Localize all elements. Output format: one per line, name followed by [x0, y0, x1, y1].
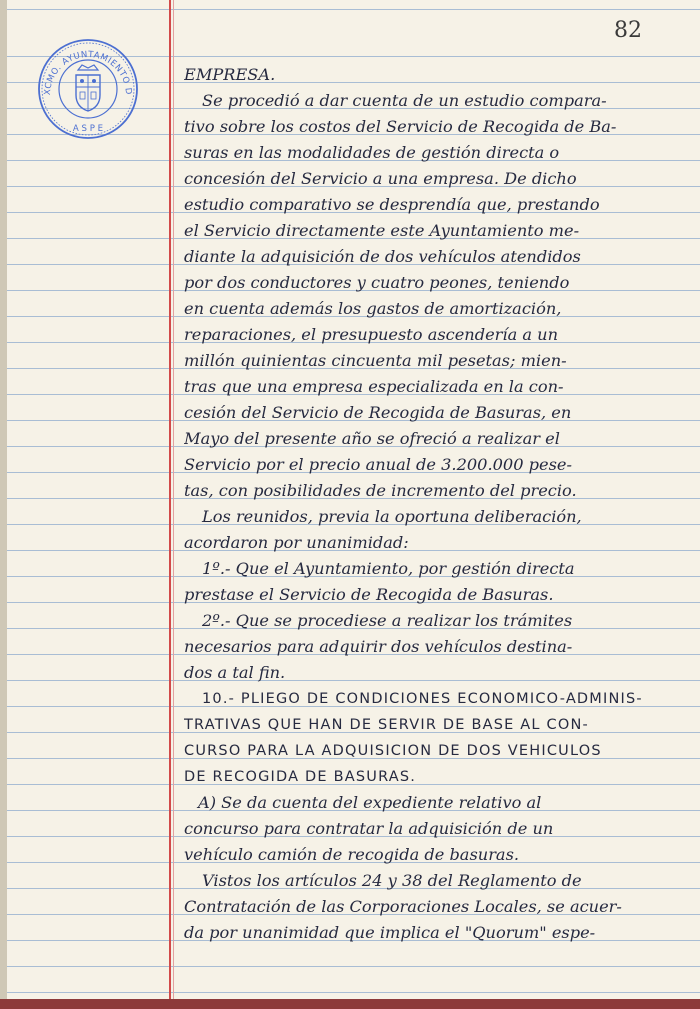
margin-rule [169, 0, 171, 1009]
section-heading-line: DE RECOGIDA DE BASURAS. [184, 769, 417, 785]
text-line: suras en las modalidades de gestión directa o [184, 143, 560, 162]
text-line: prestase el Servicio de Recogida de Basuras. [184, 585, 554, 604]
text-line: tivo sobre los costos del Servicio de Recogida de Ba- [184, 117, 617, 136]
text-line: 2º.- Que se procediese a realizar los trámites [202, 611, 573, 630]
minutes-text [184, 62, 674, 946]
text-line: reparaciones, el presupuesto ascendería a un [184, 325, 559, 344]
text-line: cesión del Servicio de Recogida de Basuras, en [184, 403, 572, 422]
binding-edge [0, 999, 700, 1009]
text-line: concurso para contratar la adquisición de un [184, 819, 554, 838]
section-heading-line: TRATIVAS QUE HAN DE SERVIR DE BASE AL CON- [184, 717, 589, 733]
text-line: tras que una empresa especializada en la con- [184, 377, 564, 396]
text-line: en cuenta además los gastos de amortización, [184, 299, 562, 318]
text-line: A) Se da cuenta del expediente relativo al [198, 793, 542, 812]
text-line: por dos conductores y cuatro peones, teniendo [184, 273, 570, 292]
page-number: 82 [614, 18, 642, 43]
text-line: el Servicio directamente este Ayuntamiento me- [184, 221, 580, 240]
text-line: Vistos los artículos 24 y 38 del Reglamento de [202, 871, 582, 890]
text-line: necesarios para adquirir dos vehículos destina- [184, 637, 573, 656]
text-line: da por unanimidad que implica el "Quorum" espe- [184, 923, 596, 942]
text-line: Servicio por el precio anual de 3.200.000 pese- [184, 455, 572, 474]
section-heading-line: 10.- PLIEGO DE CONDICIONES ECONOMICO-ADMINIS- [202, 691, 643, 707]
seal-ring-text: XCMO. AYUNTAMIENTO D [42, 49, 134, 96]
text-line: tas, con posibilidades de incremento del precio. [184, 481, 577, 500]
text-line: Se procedió a dar cuenta de un estudio compara- [202, 91, 607, 110]
text-line: Mayo del presente año se ofreció a realizar el [184, 429, 560, 448]
text-line: diante la adquisición de dos vehículos atendidos [184, 247, 581, 266]
seal-icon [36, 37, 140, 141]
seal-bottom-text: A S P E [72, 124, 104, 134]
text-line: acordaron por unanimidad: [184, 533, 409, 552]
text-line: concesión del Servicio a una empresa. De dicho [184, 169, 577, 188]
margin-rule-secondary [173, 0, 174, 1009]
text-line: dos a tal fin. [184, 663, 286, 682]
text-line: estudio comparativo se desprendía que, prestando [184, 195, 600, 214]
text-line: 1º.- Que el Ayuntamiento, por gestión directa [202, 559, 575, 578]
text-line: EMPRESA. [184, 65, 276, 84]
text-line: Los reunidos, previa la oportuna deliberación, [202, 507, 582, 526]
municipal-seal-stamp [36, 37, 140, 141]
text-line: vehículo camión de recogida de basuras. [184, 845, 520, 864]
text-line: Contratación de las Corporaciones Locales, se acuer- [184, 897, 622, 916]
section-heading-line: CURSO PARA LA ADQUISICION DE DOS VEHICULOS [184, 743, 602, 759]
page-left-edge [0, 0, 7, 1009]
text-line: millón quinientas cincuenta mil pesetas; mien- [184, 351, 567, 370]
